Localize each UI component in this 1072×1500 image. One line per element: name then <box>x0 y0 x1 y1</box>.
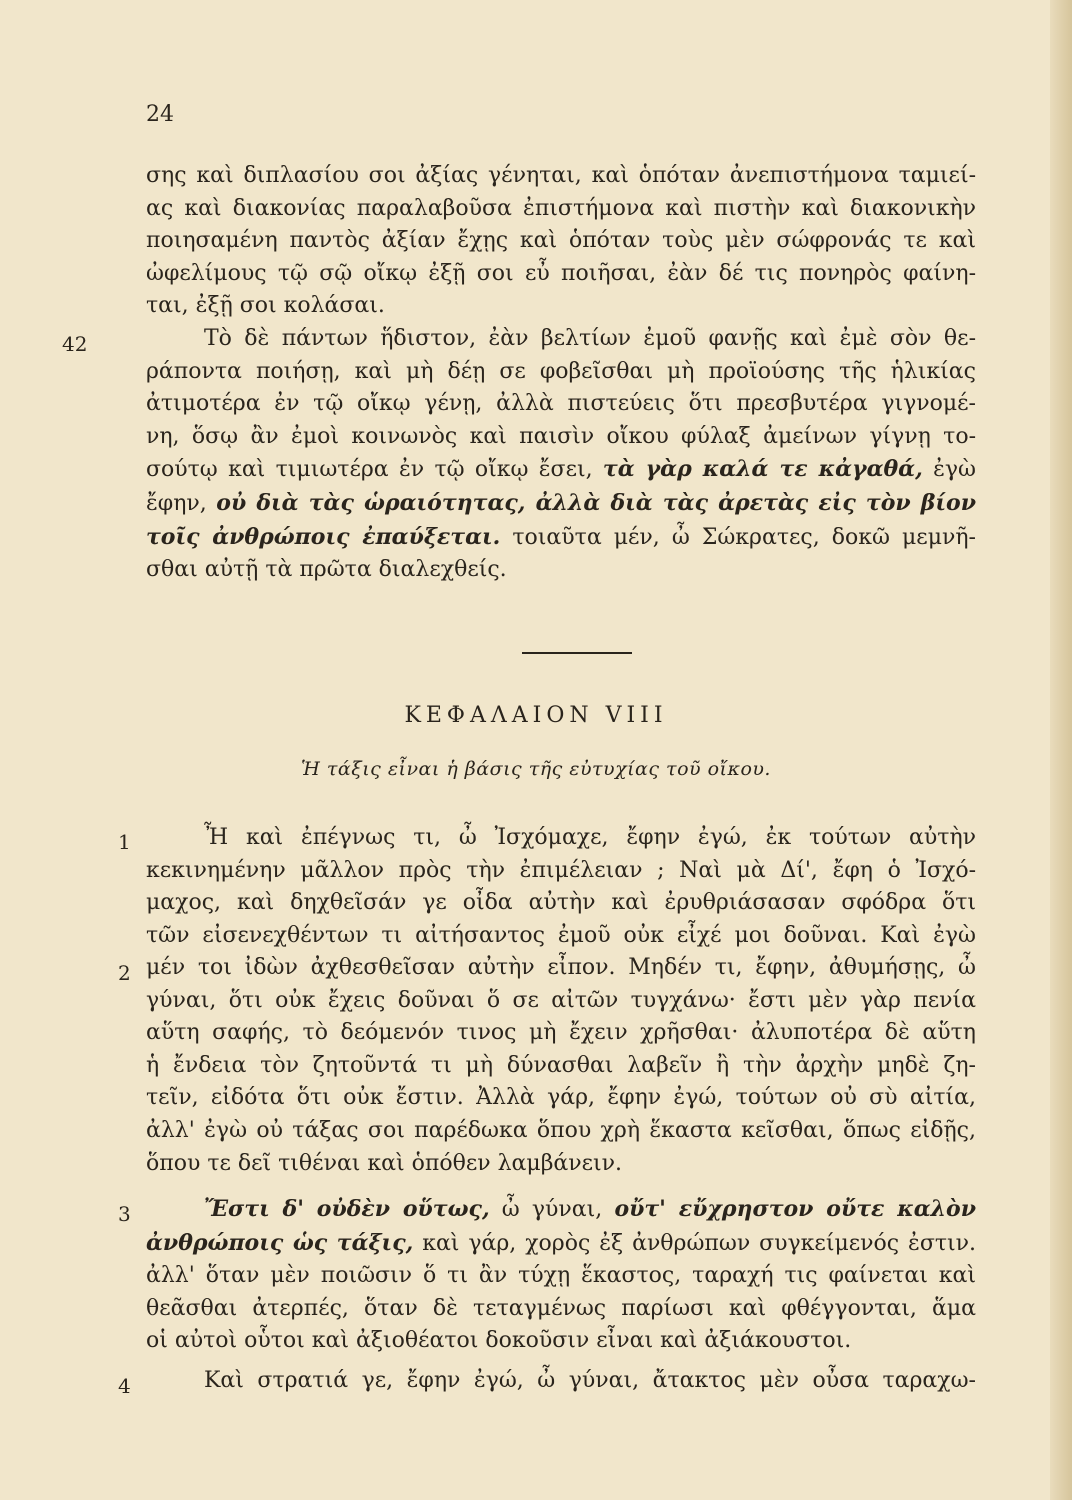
text-line: αὕτη σαφής, τὸ δεόμενόν τινος μὴ ἔχειν χρῆσθαι· ἀλυποτέρα δὲ αὕτη <box>146 1020 976 1046</box>
page-edge <box>1050 0 1072 1500</box>
text-line: ἀτιμοτέρα ἐν τῷ οἴκῳ γένῃ, ἀλλὰ πιστεύεις ὅτι πρεσβυτέρα γιγνομέ- <box>146 391 976 417</box>
paragraph-42 <box>146 323 976 587</box>
text-line <box>146 521 976 555</box>
text-line: τεῖν, εἰδότα ὅτι οὐκ ἔστιν. Ἀλλὰ γάρ, ἔφην ἐγώ, τούτων οὐ σὺ αἰτία, <box>146 1085 976 1111</box>
text-run: ἔφην, <box>146 490 207 516</box>
text-line: γύναι, ὅτι οὐκ ἔχεις δοῦναι ὅ σε αἰτῶν τυγχάνω· ἔστι μὲν γὰρ πενία <box>146 987 976 1013</box>
text-line: σθαι αὐτῇ τὰ πρῶτα διαλεχθείς. <box>146 557 507 583</box>
text-line: ας καὶ διακονίας παραλαβοῦσα ἐπιστήμονα καὶ πιστὴν καὶ διακονικὴν <box>146 195 976 221</box>
emphasis-quote: τὰ γὰρ καλά τε κἀγαθά, <box>602 456 923 483</box>
text-line: ποιησαμένη παντὸς ἀξίαν ἔχῃς καὶ ὁπόταν τοὺς μὲν σώφρονάς τε καὶ <box>146 228 976 254</box>
section-number-42: 42 <box>62 332 88 356</box>
text-line: Καὶ στρατιά γε, ἔφην ἐγώ, ὦ γύναι, ἄτακτος μὲν οὖσα ταραχω- <box>204 1368 976 1393</box>
text-run: ἐγὼ <box>933 457 976 483</box>
text-line: ἡ ἔνδεια τὸν ζητοῦντά τι μὴ δύνασθαι λαβεῖν ἢ τὴν ἀρχὴν μηδὲ ζη- <box>146 1052 976 1078</box>
text-line: κεκινημένην μᾶλλον πρὸς τὴν ἐπιμέλειαν ; Ναὶ μὰ Δί', ἔφη ὁ Ἰσχό- <box>146 857 976 883</box>
text-line: τῶν εἰσενεχθέντων τι αἰτήσαντος ἐμοῦ οὐκ εἶχέ μοι δοῦναι. Καὶ ἐγὼ <box>146 922 976 948</box>
text-line: μαχος, καὶ δηχθεῖσάν γε οἶδα αὐτὴν καὶ ἐρυθριάσασαν σφόδρα ὅτι <box>146 890 976 916</box>
emphasis-quote: οὐ διὰ τὰς ὡραιότητας, ἀλλὰ διὰ τὰς ἀρετὰς εἰς τὸν βίον <box>216 489 976 516</box>
text-line: Ἦ καὶ ἐπέγνως τι, ὦ Ἰσχόμαχε, ἔφην ἐγώ, ἐκ τούτων αὐτὴν <box>204 825 976 850</box>
text-line <box>146 1227 976 1261</box>
section-number-3: 3 <box>118 1202 131 1226</box>
page-number: 24 <box>146 102 174 127</box>
text-line: νη, ὅσῳ ἂν ἐμοὶ κοινωνὸς καὶ παισὶν οἴκου φύλαξ ἀμείνων γίγνῃ το- <box>146 423 976 449</box>
paragraph-4 <box>146 1365 976 1398</box>
paragraph-3 <box>146 1193 976 1358</box>
text-line <box>146 487 976 521</box>
paragraph-2 <box>146 952 976 1180</box>
text-line: θεᾶσθαι ἀτερπές, ὅταν δὲ τεταγμένως παρίωσι καὶ φθέγγονται, ἅμα <box>146 1295 976 1321</box>
emphasis-quote: Ἔστι δ' οὐδὲν οὕτως, <box>204 1196 490 1222</box>
text-line: ται, ἐξῇ σοι κολάσαι. <box>146 293 385 319</box>
text-line: μέν τοι ἰδὼν ἀχθεσθεῖσαν αὐτὴν εἶπον. Μηδέν τι, ἔφην, ἀθυμήσῃς, ὦ <box>146 955 976 980</box>
text-line: ἀλλ' ἐγὼ οὐ τάξας σοι παρέδωκα ὅπου χρὴ ἕκαστα κεῖσθαι, ὅπως εἰδῇς, <box>146 1117 976 1143</box>
paragraph-1 <box>146 822 976 952</box>
text-line: ὅπου τε δεῖ τιθέναι καὶ ὁπόθεν λαμβάνειν. <box>146 1150 623 1176</box>
text-line: σης καὶ διπλασίου σοι ἀξίας γένηται, καὶ ὁπόταν ἀνεπιστήμονα ταμιεί- <box>146 163 976 188</box>
chapter-title: ΚΕΦΑΛΑΙΟΝ VIII <box>404 703 668 728</box>
text-run: τοιαῦτα μέν, ὦ Σώκρατες, δοκῶ μεμνῆ- <box>512 524 976 550</box>
text-line: Τὸ δὲ πάντων ἥδιστον, ἐὰν βελτίων ἐμοῦ φανῇς καὶ ἐμὲ σὸν θε- <box>204 326 976 351</box>
emphasis-quote: τοῖς ἀνθρώποις ἐπαύξεται. <box>146 523 501 550</box>
text-run: σούτῳ καὶ τιμιωτέρα ἐν τῷ οἴκῳ ἔσει, <box>146 457 593 483</box>
paragraph-continuation <box>146 160 976 323</box>
text-line <box>146 1193 976 1227</box>
text-line: ἀλλ' ὅταν μὲν ποιῶσιν ὅ τι ἂν τύχῃ ἕκαστος, ταραχή τις φαίνεται καὶ <box>146 1263 976 1289</box>
section-number-1: 1 <box>118 830 131 854</box>
section-number-2: 2 <box>118 961 131 985</box>
emphasis-quote: οὔτ' εὔχρηστον οὔτε καλὸν <box>614 1196 976 1222</box>
chapter-subtitle: Ἡ τάξις εἶναι ἡ βάσις τῆς εὐτυχίας τοῦ οἴκου. <box>301 758 771 780</box>
text-line <box>146 453 976 487</box>
emphasis-quote: ἀνθρώποις ὡς τάξις, <box>146 1229 414 1256</box>
text-run: ὦ γύναι, <box>501 1197 603 1222</box>
text-line: οἱ αὐτοὶ οὗτοι καὶ ἀξιοθέατοι δοκοῦσιν εἶναι καὶ ἀξιάκουστοι. <box>146 1328 852 1354</box>
text-line: ὠφελίμους τῷ σῷ οἴκῳ ἐξῇ σοι εὖ ποιῆσαι, ἐὰν δέ τις πονηρὸς φαίνη- <box>146 260 976 286</box>
section-divider <box>522 652 632 654</box>
text-run: καὶ γάρ, χορὸς ἐξ ἀνθρώπων συγκείμενός ἐστιν. <box>422 1230 976 1256</box>
text-line: ράποντα ποιήσῃ, καὶ μὴ δέῃ σε φοβεῖσθαι μὴ προϊούσης τῆς ἡλικίας <box>146 358 976 384</box>
section-number-4: 4 <box>118 1374 131 1398</box>
